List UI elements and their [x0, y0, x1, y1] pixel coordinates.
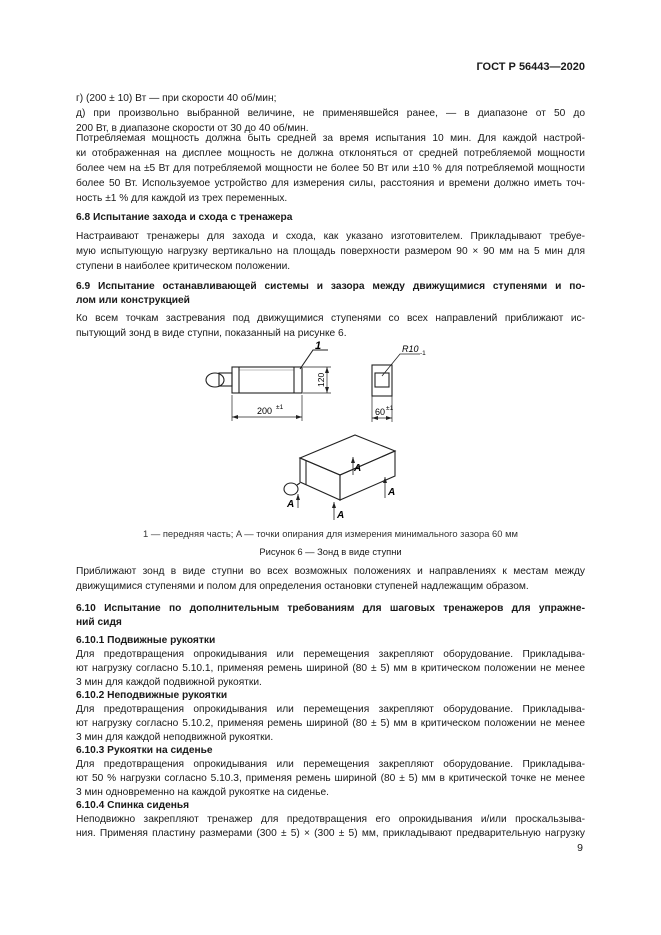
document-header: ГОСТ Р 56443—2020 [476, 61, 585, 73]
dim-width-tol: ±1 [386, 405, 394, 412]
p6103-line2: ют 50 % нагрузки согласно 5.10.3, применяя ремень шириной (80 ± 5) мм в критической точке не менее [76, 773, 585, 784]
probe-front-ball [206, 373, 224, 387]
p6102-line2: ют нагрузку согласно 5.10.2, применяя ремень шириной (80 ± 5) мм в критическом положении не менее [76, 718, 585, 729]
power-para-line1: Потребляемая мощность должна быть средней за время испытания 10 мин. Для каждой настрой- [76, 133, 585, 144]
figure-note: 1 — передняя часть; A — точки опирания для измерения минимального зазора 60 мм [143, 528, 518, 539]
subheading-6-10-4: 6.10.4 Спинка сиденья [76, 800, 190, 811]
dim-length-tol: ±1 [276, 404, 284, 411]
pa-line2: движущимися ступенями и полом для определения остановки ступеней надлежащим образом. [76, 581, 529, 592]
dim-height: 120 [316, 372, 326, 387]
p6101-line2: ют нагрузку согласно 5.10.1, применяя ремень шириной (80 ± 5) мм в критическом положении не менее [76, 663, 585, 674]
p68-line3: ступени в наиболее критическом положении. [76, 261, 291, 272]
page-number: 9 [577, 842, 583, 854]
label-1: 1 [315, 340, 322, 352]
subheading-6-10-3: 6.10.3 Рукоятки на сиденье [76, 745, 213, 756]
power-para-line4: более 50 Вт. Используемое устройство для измерения силы, расстояния и времени должно иметь точ- [76, 178, 585, 189]
p6102-line3: 3 мин для каждой неподвижной рукоятки. [76, 732, 274, 743]
section-heading-6-9-line2: лом или конструкцией [76, 295, 190, 306]
p69-line1: Ко всем точкам застревания под движущимися ступенями со всех направлений приближают ис- [76, 313, 585, 324]
p6104-line1: Неподвижно закрепляют тренажер для предотвращения его опрокидывания и/или проскальзыва- [76, 814, 585, 825]
section-heading-6-8: 6.8 Испытание захода и схода с тренажера [76, 212, 293, 223]
p6102-line1: Для предотвращения опрокидывания или перемещения закрепляют оборудование. Прикладыва- [76, 704, 585, 715]
label-a-3: A [337, 510, 345, 521]
radius-tol: -1 [420, 350, 426, 357]
label-a-4: A [287, 499, 295, 510]
section-heading-6-10-line2: ний сидя [76, 617, 122, 628]
label-a-1: A [354, 463, 362, 474]
p6104-line2: ния. Применяя пластину размерами (300 ± 5) × (300 ± 5) мм, прикладывают предварительную нагрузку [76, 828, 585, 839]
p6101-line1: Для предотвращения опрокидывания или перемещения закрепляют оборудование. Прикладыва- [76, 649, 585, 660]
list-item-g: г) (200 ± 10) Вт — при скорости 40 об/мин; [76, 93, 277, 104]
p69-line2: пытующий зонд в виде ступни, показанный на рисунке 6. [76, 328, 347, 339]
dim-length: 200 [257, 406, 273, 416]
p6103-line3: 3 мин одновременно на каждой рукоятке на сиденье. [76, 787, 329, 798]
p6101-line3: 3 мин для каждой подвижной рукоятки. [76, 677, 262, 688]
subheading-6-10-1: 6.10.1 Подвижные рукоятки [76, 635, 216, 646]
section-heading-6-9-line1: 6.9 Испытание останавливающей системы и зазора между движущимися ступенями и по- [76, 281, 585, 292]
subheading-6-10-2: 6.10.2 Неподвижные рукоятки [76, 690, 228, 701]
p68-line2: мую испытующую нагрузку вертикально на площадь поверхности размером 90 × 90 мм на 5 мин для [76, 246, 585, 257]
section-heading-6-10-line1: 6.10 Испытание по дополнительным требованиям для шаговых тренажеров для упражне- [76, 603, 585, 614]
radius-label: R10 [402, 344, 419, 354]
dim-width: 60 [375, 407, 386, 417]
pa-line1: Приближают зонд в виде ступни во всех возможных положениях и направлениях к местам между [76, 566, 585, 577]
power-para-line5: ность ±1 % для каждой из трех переменных. [76, 193, 288, 204]
list-item-d-line1: д) при произвольно выбранной величине, не применявшейся ранее, — в диапазоне от 50 до [76, 108, 585, 119]
probe-iso-top [300, 435, 395, 475]
p6103-line1: Для предотвращения опрокидывания или перемещения закрепляют оборудование. Прикладыва- [76, 759, 585, 770]
label-a-2: A [388, 487, 396, 498]
power-para-line2: ки отображенная на дисплее мощность не должна отклоняться от средней потребляемой мощности [76, 148, 585, 159]
power-para-line3: более чем на ±5 Вт для потребляемой мощности не более 50 Вт или ±10 % для потребляемой мощности [76, 163, 585, 174]
figure-6-foot-probe [150, 340, 510, 525]
p68-line1: Настраивают тренажеры для захода и схода, как указано изготовителем. Прикладывают требуе- [76, 231, 585, 242]
figure-caption: Рисунок 6 — Зонд в виде ступни [259, 546, 402, 557]
list-item-d-line2: 200 Вт, в диапазоне скорости от 30 до 40 об/мин. [76, 123, 309, 134]
